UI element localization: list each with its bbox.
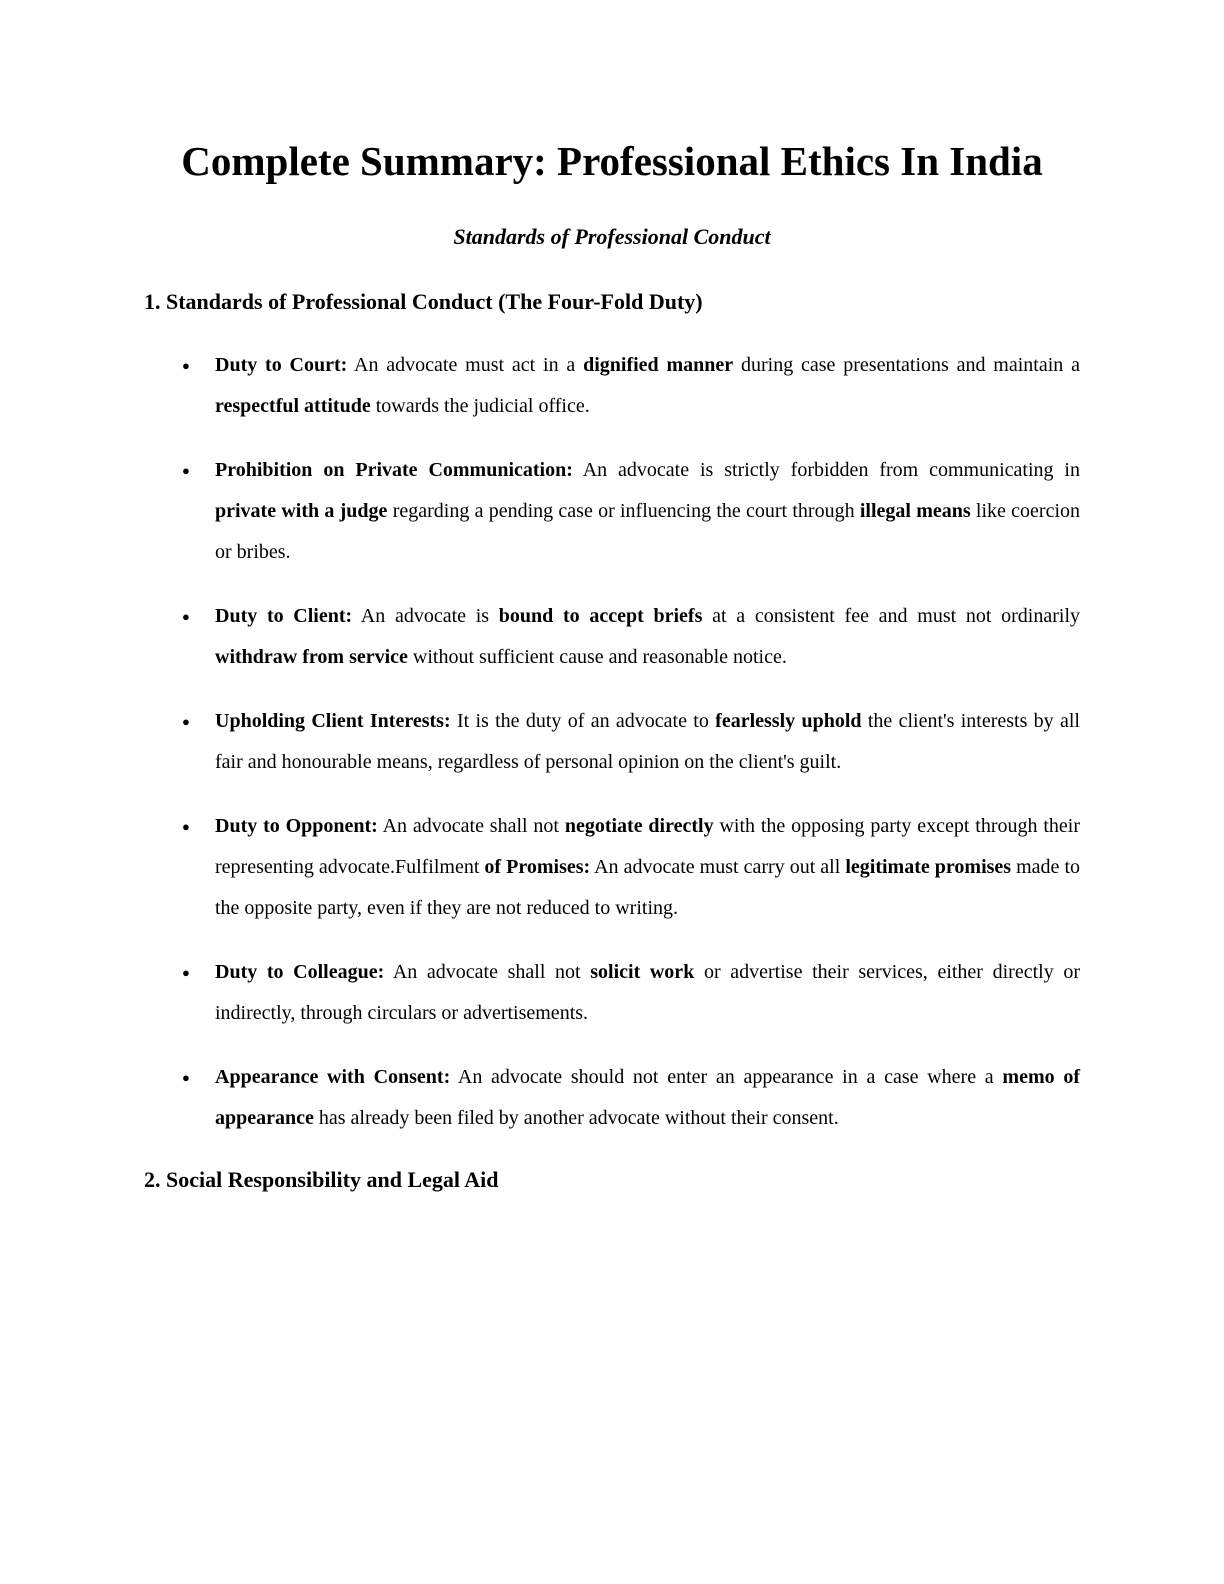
bullet-icon: ● xyxy=(182,965,190,981)
list-item-upholding-client-interests xyxy=(182,701,1080,783)
duties-list xyxy=(144,345,1080,1139)
list-item-text: Prohibition on Private Communication: An advocate is strictly forbidden from communicating in private with a judge regarding a pending case or influencing the court through illegal means like coercion or bribes. xyxy=(215,459,1081,564)
document-subtitle: Standards of Professional Conduct xyxy=(453,224,771,250)
list-item-duty-to-client xyxy=(182,596,1081,678)
list-item-text: Duty to Client: An advocate is bound to accept briefs at a consistent fee and must not ordinarily withdraw from service without sufficient cause and reasonable notice. xyxy=(215,605,1081,669)
list-item-duty-to-colleague xyxy=(182,952,1081,1034)
section-1-heading: 1. Standards of Professional Conduct (The Four-Fold Duty) xyxy=(144,288,703,314)
list-item-appearance-with-consent xyxy=(182,1057,1081,1139)
bullet-icon: ● xyxy=(182,1070,190,1086)
document-title: Complete Summary: Professional Ethics In India xyxy=(181,138,1043,184)
list-item-text: Duty to Colleague: An advocate shall not solicit work or advertise their services, either directly or indirectly, through circulars or advertisements. xyxy=(215,961,1081,1025)
bullet-icon: ● xyxy=(182,358,190,374)
list-item-text: Appearance with Consent: An advocate should not enter an appearance in a case where a memo of appearance has already been filed by another advocate without their consent. xyxy=(215,1066,1081,1130)
bullet-icon: ● xyxy=(182,714,190,730)
bullet-icon: ● xyxy=(182,609,190,625)
list-item-text: Duty to Court: An advocate must act in a dignified manner during case presentations and maintain a respectful attitude towards the judicial office. xyxy=(215,354,1080,418)
list-item-text: Upholding Client Interests: It is the duty of an advocate to fearlessly uphold the client's interests by all fair and honourable means, regardless of personal opinion on the client's guilt. xyxy=(215,710,1080,774)
list-item-duty-to-court xyxy=(182,345,1080,427)
bullet-icon: ● xyxy=(182,463,190,479)
list-item-private-communication xyxy=(182,450,1081,573)
list-item-text: Duty to Opponent: An advocate shall not negotiate directly with the opposing party except through their representing advocate.Fulfilment of Promises: An advocate must carry out all legitimate promises made to the opposite party, even if they are not reduced to writing. xyxy=(215,815,1081,920)
list-item-duty-to-opponent xyxy=(182,806,1081,929)
section-2-heading: 2. Social Responsibility and Legal Aid xyxy=(144,1167,499,1193)
bullet-icon: ● xyxy=(182,819,190,835)
